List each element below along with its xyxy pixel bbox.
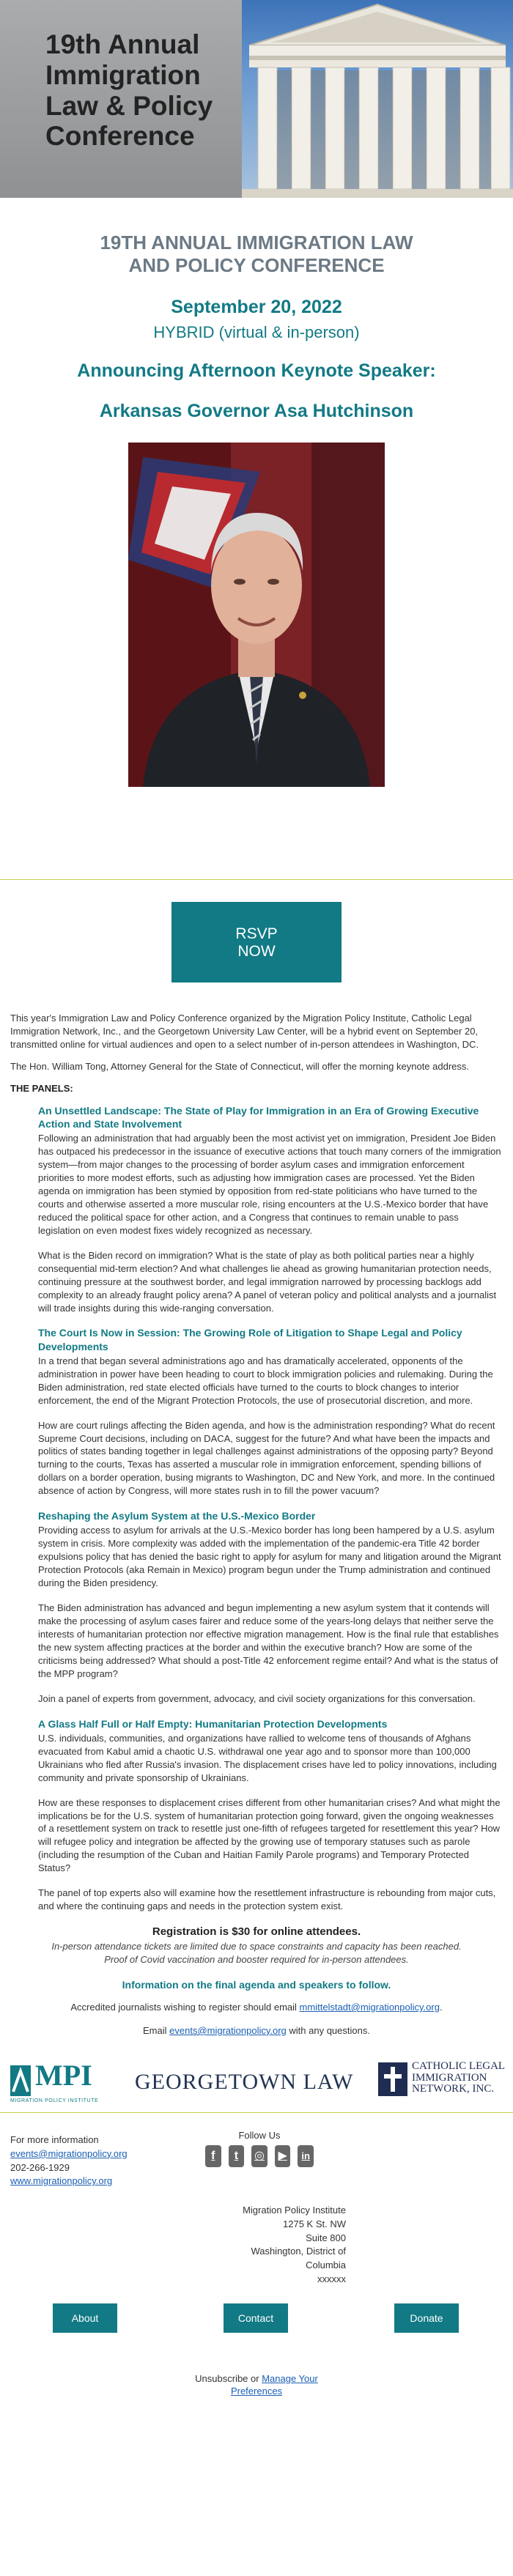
speaker-portrait-illustration xyxy=(128,443,385,787)
clinic-logo-line: CATHOLIC LEGAL xyxy=(412,2059,506,2072)
address-line: Washington, District of xyxy=(251,2246,346,2257)
event-date: September 20, 2022 xyxy=(171,297,342,318)
partner-logos xyxy=(0,2055,513,2106)
agenda-notice: Information on the final agenda and speakers to follow. xyxy=(122,1978,391,1991)
supreme-court-photo xyxy=(242,0,513,198)
panel-paragraph: Join a panel of experts from government, advocacy, and civil society organizations for this conversation. xyxy=(38,1692,476,1704)
panel-title: The Court Is Now in Session: The Growing Role of Litigation to Shape Legal and Policy Developments xyxy=(38,1327,462,1352)
questions-email-line xyxy=(0,2024,513,2038)
address-line: Suite 800 xyxy=(306,2232,346,2243)
address-line: Migration Policy Institute xyxy=(243,2204,346,2216)
panel-section xyxy=(10,1717,502,1913)
manage-preferences-link[interactable]: Manage Your xyxy=(262,2372,318,2384)
instagram-icon[interactable]: ◎ xyxy=(251,2145,267,2167)
registration-note-line: In-person attendance tickets are limited due to space constraints and capacity has been reached. xyxy=(51,1940,462,1952)
rsvp-button[interactable] xyxy=(171,902,342,982)
panel-paragraph: In a trend that began several administrations ago and has dramatically accelerated, opponents of the administration in power have been heading to court to block immigration policies and rulemaking. During the Biden administration, red state elected officials have turned to the courts to block changes to interior enforcement, the end of the Migrant Protection Protocols, the use of prosecutorial discretion, and more. xyxy=(38,1355,493,1406)
panel-section xyxy=(10,1509,502,1705)
panel-paragraph: The panel of top experts also will examine how the resettlement infrastructure is rebounding from major cuts, and where the continuing gaps and needs in the protection system exist. xyxy=(38,1887,496,1912)
banner-title-line: Immigration xyxy=(45,59,201,90)
registration-price: Registration is $30 for online attendees. xyxy=(152,1925,361,1939)
journalist-email-link[interactable]: mmittelstadt@migrationpolicy.org xyxy=(299,2001,440,2013)
morning-keynote-paragraph: The Hon. William Tong, Attorney General for the State of Connecticut, will offer the morning keynote address. xyxy=(10,1061,470,1073)
unsubscribe-line xyxy=(0,2372,513,2398)
facebook-icon[interactable]: f xyxy=(205,2145,221,2167)
linkedin-icon[interactable]: in xyxy=(298,2145,314,2167)
panel-title: A Glass Half Full or Half Empty: Humanitarian Protection Developments xyxy=(38,1717,388,1730)
panel-paragraph: How are these responses to displacement crises different from other humanitarian crises? And what might the implications be for the U.S. system of humanitarian protection going forward, given the ongoing weaknesses of a resettlement system on track to resettle just one-fifth of refugees targeted for resettlement this year? How will refugee policy and integration be affected by the growing use of temporary statuses such as parole (including the resumption of the Cuban and Haitian Family Parole programs) and Temporary Protected Status? xyxy=(38,1796,501,1874)
supreme-court-illustration xyxy=(242,0,513,198)
email-text-end: with any questions. xyxy=(286,2024,370,2036)
event-title xyxy=(44,232,469,277)
footer xyxy=(0,2113,513,2303)
keynote-speaker-name: Arkansas Governor Asa Hutchinson xyxy=(99,400,414,421)
rsvp-label-line: RSVP xyxy=(235,925,278,943)
mpi-logo xyxy=(10,2058,131,2109)
panel-paragraph: Following an administration that had arguably been the most activist yet on immigration, President Joe Biden has outpaced his predecessor in the issuance of executive actions that touch many corners of the immigration system—from major changes to the processing of border asylum cases and immigration enforcement priorities to more modest efforts, such as adjusting how immigration cases are processed. Yet the Biden agenda on immigration has been stymied by opposition from red-state politicians who have turned to the courts and otherwise asserted a more muscular role, rising encounters at the U.S.-Mexico border that have reduced the political space for other action, and a Congress that continues to remain unable to pass legislation on even modest fixes widely recognized as necessary. xyxy=(38,1133,501,1236)
postal-address xyxy=(207,2204,346,2287)
registration-note-line: Proof of Covid vaccination and booster required for in-person attendees. xyxy=(104,1953,409,1965)
mpi-logo-text: MPI xyxy=(35,2058,92,2092)
registration-note xyxy=(0,1940,513,1966)
event-title-line: AND POLICY CONFERENCE xyxy=(128,254,385,277)
address-line: xxxxxx xyxy=(317,2273,346,2285)
journalist-text: Accredited journalists wishing to register should email xyxy=(70,2001,300,2013)
address-line: 1275 K St. NW xyxy=(283,2218,346,2229)
contact-button[interactable]: Contact xyxy=(224,2303,288,2333)
event-description xyxy=(0,1012,513,1913)
address-line: Columbia xyxy=(306,2259,346,2271)
banner-title xyxy=(45,29,236,152)
clinic-logo-line: NETWORK, INC. xyxy=(412,2083,495,2095)
footer-phone: 202-266-1929 xyxy=(10,2161,70,2173)
youtube-icon[interactable]: ▶ xyxy=(275,2145,291,2167)
about-button[interactable]: About xyxy=(53,2303,117,2333)
clinic-logo-line: IMMIGRATION xyxy=(412,2071,487,2084)
panel-paragraph: What is the Biden record on immigration? What is the state of play as both political parties near a highly consequential mid-term election? And what challenges lie ahead as growing humanitarian protection needs, continuing pressure at the southwest border, and legal immigration narrowed by processing backlogs add complexity to an already fraught policy arena? A panel of veteran policy and political analysts and a journalist will trade insights during this wide-ranging conversation. xyxy=(38,1249,497,1314)
header-banner xyxy=(0,0,513,198)
banner-title-line: 19th Annual xyxy=(45,29,200,59)
social-follow xyxy=(205,2129,314,2167)
panel-title: An Unsettled Landscape: The State of Play for Immigration in an Era of Growing Executive Action and State Involvement xyxy=(38,1104,479,1130)
section-divider xyxy=(0,879,513,880)
footer-info-label: For more information xyxy=(10,2133,99,2145)
footer-contact xyxy=(10,2133,128,2188)
panel-paragraph: The Biden administration has advanced and begun implementing a new asylum system that it contends will make the processing of asylum cases fairer and reduce some of the years-long delays that neither serve the interests of humanitarian protection nor effective migration management. How is the final rule that establishes the new system affecting practices at the border and within the executive branch? How are some of the criticisms being addressed? What should a post-Title 42 enforcement regime entail? And what is the status of the MPP program? xyxy=(38,1602,499,1679)
rsvp-label-line: NOW xyxy=(237,943,276,961)
event-format: HYBRID (virtual & in-person) xyxy=(153,322,360,341)
follow-label: Follow Us xyxy=(238,2129,281,2141)
mpi-logo-subtext: MIGRATION POLICY INSTITUTE xyxy=(10,2098,99,2103)
speaker-portrait xyxy=(128,443,385,787)
panel-paragraph: How are court rulings affecting the Biden agenda, and how is the administration responding? What do recent Supreme Court decisions, including on DACA, suggest for the future? And what have been the impacts and politics of states banding together in legal challenges against administrations of the opposing party? Beyond turning to the courts, Texas has asserted a muscular role in immigration enforcement, spending billions of dollars on a border operation, busing migrants to Washington, DC and New York, and more. In the continued absence of action by Congress, will more states rush in to fill the power vacuum? xyxy=(38,1419,495,1497)
event-title-line: 19TH ANNUAL IMMIGRATION LAW xyxy=(100,232,413,253)
journalist-text-end: . xyxy=(439,2001,443,2013)
journalist-registration-line xyxy=(0,2001,513,2014)
manage-preferences-link-cont[interactable]: Preferences xyxy=(230,2386,283,2397)
panel-title: Reshaping the Asylum System at the U.S.-Mexico Border xyxy=(38,1510,316,1522)
email-text: Email xyxy=(143,2024,170,2036)
intro-paragraph: This year's Immigration Law and Policy Conference organized by the Migration Policy Institute, Catholic Legal Immigration Network, Inc., and the Georgetown University Law Center, will be a hybrid event on September 20, transmitted online for virtual audiences and open to a select number of in-person attendees in Washington, DC. xyxy=(10,1013,479,1051)
footer-email-link[interactable]: events@migrationpolicy.org xyxy=(10,2147,128,2159)
twitter-icon[interactable]: t xyxy=(229,2145,245,2167)
panel-section xyxy=(10,1104,502,1315)
keynote-announcement: Announcing Afternoon Keynote Speaker: xyxy=(77,360,436,382)
events-email-link[interactable]: events@migrationpolicy.org xyxy=(169,2024,287,2036)
panels-heading: THE PANELS: xyxy=(10,1082,73,1094)
georgetown-law-logo: GEORGETOWN LAW xyxy=(135,2069,354,2094)
panel-paragraph: Providing access to asylum for arrivals at the U.S.-Mexico border has long been hampered by a U.S. asylum system in crisis. More complexity was added with the implementation of the pandemic-era Title 42 border expulsions policy that has denied the basic right to apply for asylum for many and litigation around the Migrant Protection Protocols (aka Remain in Mexico) program begun under the Trump administration and continued during the Biden presidency. xyxy=(38,1525,501,1589)
panel-section xyxy=(10,1326,502,1498)
banner-title-line: Conference xyxy=(45,121,195,152)
unsubscribe-text: Unsubscribe or xyxy=(195,2372,262,2384)
footer-buttons xyxy=(0,2303,513,2369)
banner-title-panel xyxy=(0,0,242,198)
clinic-logo-mark xyxy=(378,2062,407,2096)
panel-paragraph: U.S. individuals, communities, and organizations have rallied to welcome tens of thousands of Afghans evacuated from Kabul amid a chaotic U.S. withdrawal one year ago and to sponsor more than 100,000 Ukrainians who fled after Russia's invasion. The displacement crises have led to policy innovations, including community and private sponsorship of Ukrainians. xyxy=(38,1732,497,1783)
clinic-logo-text xyxy=(412,2061,505,2095)
footer-website-link[interactable]: www.migrationpolicy.org xyxy=(10,2175,113,2187)
donate-button[interactable]: Donate xyxy=(394,2303,459,2333)
banner-title-line: Law & Policy xyxy=(45,90,213,121)
social-icons xyxy=(205,2145,314,2167)
